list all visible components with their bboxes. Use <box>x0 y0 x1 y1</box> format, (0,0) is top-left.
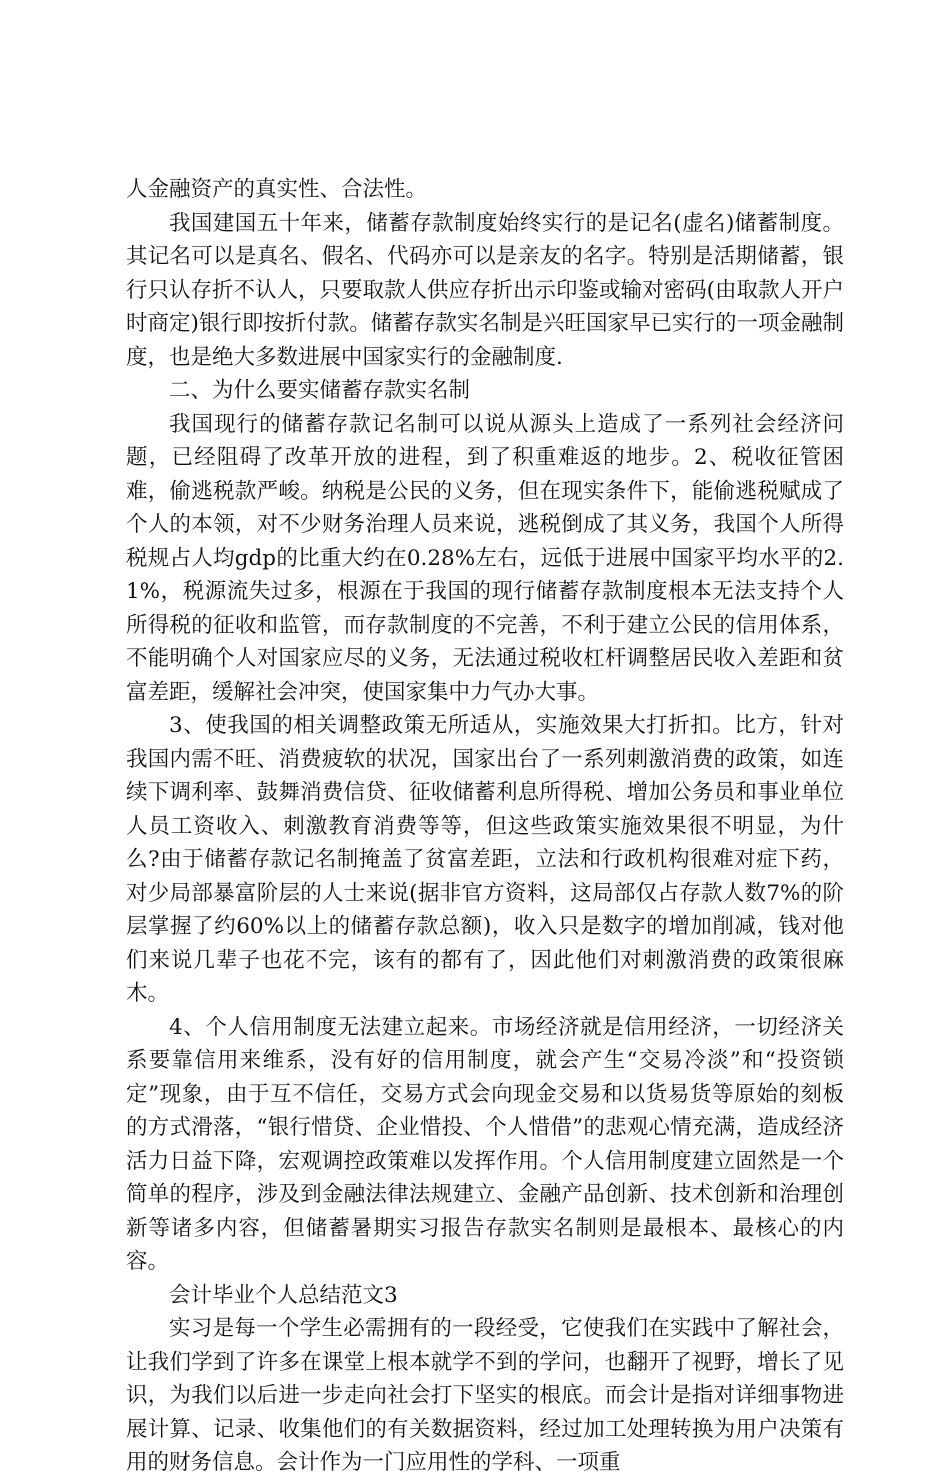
paragraph-tax-issue: 我国现行的储蓄存款记名制可以说从源头上造成了一系列社会经济问题，已经阻碍了改革开放的进程，到了积重难返的地步。2、税收征管困难，偷逃税款严峻。纳税是公民的义务，但在现实条件下，能偷逃税赋成了个人的本领，对不少财务治理人员来说，逃税倒成了其义务，我国个人所得税规占人均gdp的比重大约在0.28%左右，远低于进展中国家平均水平的2.1%，税源流失过多，根源在于我国的现行储蓄存款制度根本无法支持个人所得税的征收和监管，而存款制度的不完善，不利于建立公民的信用体系，不能明确个人对国家应尽的义务，无法通过税收杠杆调整居民收入差距和贫富差距，缓解社会冲突，使国家集中力气办大事。 <box>126 411 844 705</box>
paragraph-history: 我国建国五十年来，储蓄存款制度始终实行的是记名(虚名)储蓄制度。其记名可以是真名、假名、代码亦可以是亲友的名字。特别是活期储蓄，银行只认存折不认人，只要取款人供应存折出示印鉴或输对密码(由取款人开户时商定)银行即按折付款。储蓄存款实名制是兴旺国家早已实行的一项金融制度，也是绝大多数进展中国家实行的金融制度. <box>126 210 844 370</box>
paragraph-credit-system: 4、个人信用制度无法建立起来。市场经济就是信用经济，一切经济关系要靠信用来维系，没有好的信用制度，就会产生“交易冷淡”和“投资锁定”现象，由于互不信任，交易方式会向现金交易和以货易货等原始的刻板的方式滑落，“银行惜贷、企业惜投、个人惜借”的悲观心情充满，造成经济活力日益下降，宏观调控政策难以发挥作用。个人信用制度建立固然是一个简单的程序，涉及到金融法律法规建立、金融产品创新、技术创新和治理创新等诸多内容，但储蓄暑期实习报告存款实名制则是最根本、最核心的内容。 <box>126 1014 844 1274</box>
paragraph-continuation: 人金融资产的真实性、合法性。 <box>126 177 428 202</box>
section-heading-why-real-name: 二、为什么要实储蓄存款实名制 <box>169 378 471 403</box>
document-body <box>126 173 844 1480</box>
section-heading-summary-3: 会计毕业个人总结范文3 <box>169 1282 398 1308</box>
paragraph-internship: 实习是每一个学生必需拥有的一段经受，它使我们在实践中了解社会，让我们学到了许多在课堂上根本就学不到的学问，也翻开了视野，增长了见识，为我们以后进一步走向社会打下坚实的根底。而会计是指对详细事物进展计算、记录、收集他们的有关数据资料，经过加工处理转换为用户决策有用的财务信息。会计作为一门应用性的学科、一项重 <box>126 1316 844 1475</box>
paragraph-policy-effect: 3、使我国的相关调整政策无所适从，实施效果大打折扣。比方，针对我国内需不旺、消费疲软的状况，国家出台了一系列刺激消费的政策，如连续下调利率、鼓舞消费信贷、征收储蓄利息所得税、增加公务员和事业单位人员工资收入、刺激教育消费等等，但这些政策实施效果很不明显，为什么?由于储蓄存款记名制掩盖了贫富差距，立法和行政机构很难对症下药，对少局部暴富阶层的人士来说(据非官方资料，这局部仅占存款人数7%的阶层掌握了约60%以上的储蓄存款总额)，收入只是数字的增加削减，钱对他们来说几辈子也花不完，该有的都有了，因此他们对刺激消费的政策很麻木。 <box>126 713 844 1006</box>
